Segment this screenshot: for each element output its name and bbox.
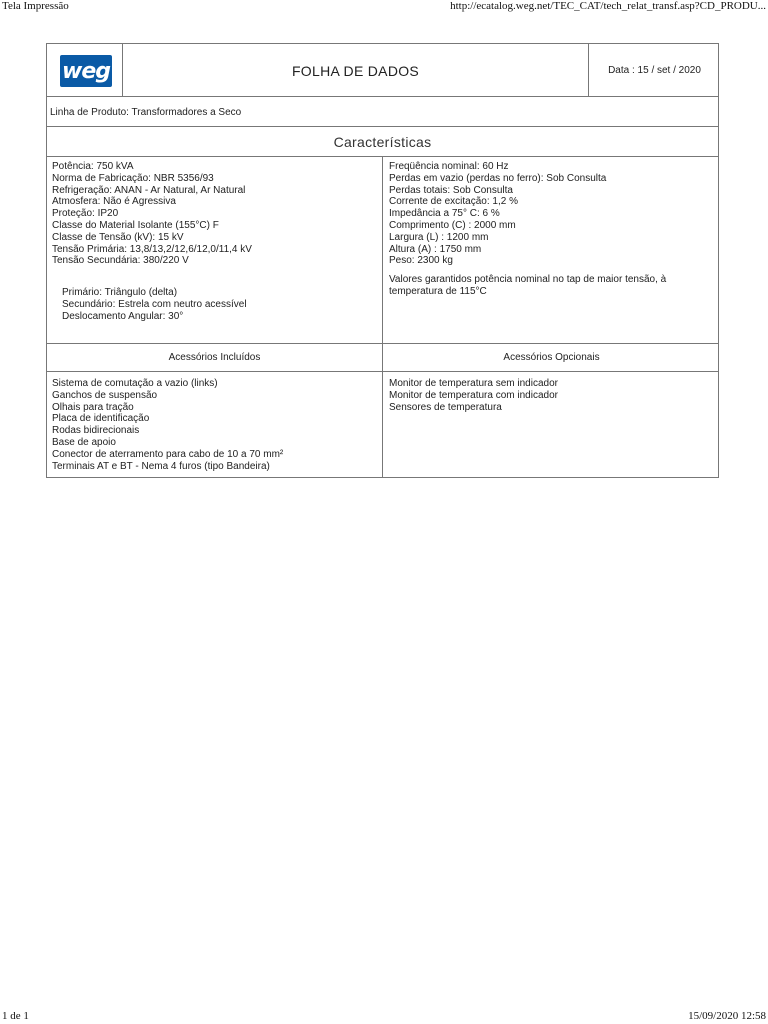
spec-item: Norma de Fabricação: NBR 5356/93 xyxy=(52,172,214,184)
list-item: Rodas bidirecionais xyxy=(52,425,140,437)
connection-item: Secundário: Estrela com neutro acessível xyxy=(62,298,247,310)
list-item: Conector de aterramento para cabo de 10 a 70 mm² xyxy=(52,448,284,460)
connection-item: Deslocamento Angular: 30° xyxy=(62,310,184,322)
spec-item: Classe de Tensão (kV): 15 kV xyxy=(52,231,184,243)
sheet-title: FOLHA DE DADOS xyxy=(122,44,589,97)
optional-accessories-title: Acessórios Opcionais xyxy=(503,351,600,363)
spec-item: Perdas em vazio (perdas no ferro): Sob Consulta xyxy=(389,172,607,184)
print-url: http://ecatalog.weg.net/TEC_CAT/tech_relat_transf.asp?CD_PRODU... xyxy=(450,0,766,12)
spec-item: Corrente de excitação: 1,2 % xyxy=(389,196,518,208)
product-line: Linha de Produto: Transformadores a Seco xyxy=(47,97,718,127)
spec-item: Freqüência nominal: 60 Hz xyxy=(389,161,509,172)
connection-item: Primário: Triângulo (delta) xyxy=(62,287,178,299)
data-sheet xyxy=(46,43,719,478)
spec-item: Impedância a 75° C: 6 % xyxy=(389,208,500,220)
print-header xyxy=(0,0,768,14)
page-counter: 1 de 1 xyxy=(2,1010,29,1022)
list-item: Base de apoio xyxy=(52,436,116,448)
guarantee-note: Valores garantidos potência nominal no tap de maior tensão, à temperatura de 115°C xyxy=(389,274,667,297)
sheet-date: Data : 15 / set / 2020 xyxy=(608,65,701,76)
list-item: Sensores de temperatura xyxy=(389,401,502,413)
specs-right-column xyxy=(383,157,720,343)
list-item: Olhais para tração xyxy=(52,401,134,413)
list-item: Sistema de comutação a vazio (links) xyxy=(52,378,218,389)
weg-logo: weg xyxy=(60,55,112,87)
specs-section xyxy=(47,157,718,344)
sheet-header xyxy=(47,44,718,97)
print-footer xyxy=(0,1008,768,1024)
included-accessories-list xyxy=(47,372,383,477)
accessories-header xyxy=(47,344,718,372)
spec-item: Altura (A) : 1750 mm xyxy=(389,243,482,255)
list-item: Monitor de temperatura sem indicador xyxy=(389,378,558,389)
accessories-body xyxy=(47,372,718,477)
spec-item: Proteção: IP20 xyxy=(52,208,119,220)
spec-item: Potência: 750 kVA xyxy=(52,161,134,172)
spec-item: Classe do Material Isolante (155°C) F xyxy=(52,219,219,231)
spec-item: Largura (L) : 1200 mm xyxy=(389,231,489,243)
spec-item: Perdas totais: Sob Consulta xyxy=(389,184,513,196)
spec-item: Peso: 2300 kg xyxy=(389,255,453,267)
print-page-title: Tela Impressão xyxy=(2,0,69,12)
spec-item: Tensão Primária: 13,8/13,2/12,6/12,0/11,4 kV xyxy=(52,243,252,255)
spec-item: Tensão Secundária: 380/220 V xyxy=(52,255,189,267)
print-datetime: 15/09/2020 12:58 xyxy=(688,1010,766,1022)
section-title: Características xyxy=(47,127,718,157)
spec-item: Atmosfera: Não é Agressiva xyxy=(52,196,176,208)
logo-cell xyxy=(47,44,122,97)
list-item: Placa de identificação xyxy=(52,413,150,425)
list-item: Terminais AT e BT - Nema 4 furos (tipo Bandeira) xyxy=(52,460,270,472)
list-item: Ganchos de suspensão xyxy=(52,389,158,401)
spec-item: Comprimento (C) : 2000 mm xyxy=(389,219,516,231)
optional-accessories-list xyxy=(383,372,720,477)
list-item: Monitor de temperatura com indicador xyxy=(389,389,558,401)
specs-left-column xyxy=(47,157,383,343)
included-accessories-title: Acessórios Incluídos xyxy=(47,344,383,371)
spec-item: Refrigeração: ANAN - Ar Natural, Ar Natural xyxy=(52,184,246,196)
